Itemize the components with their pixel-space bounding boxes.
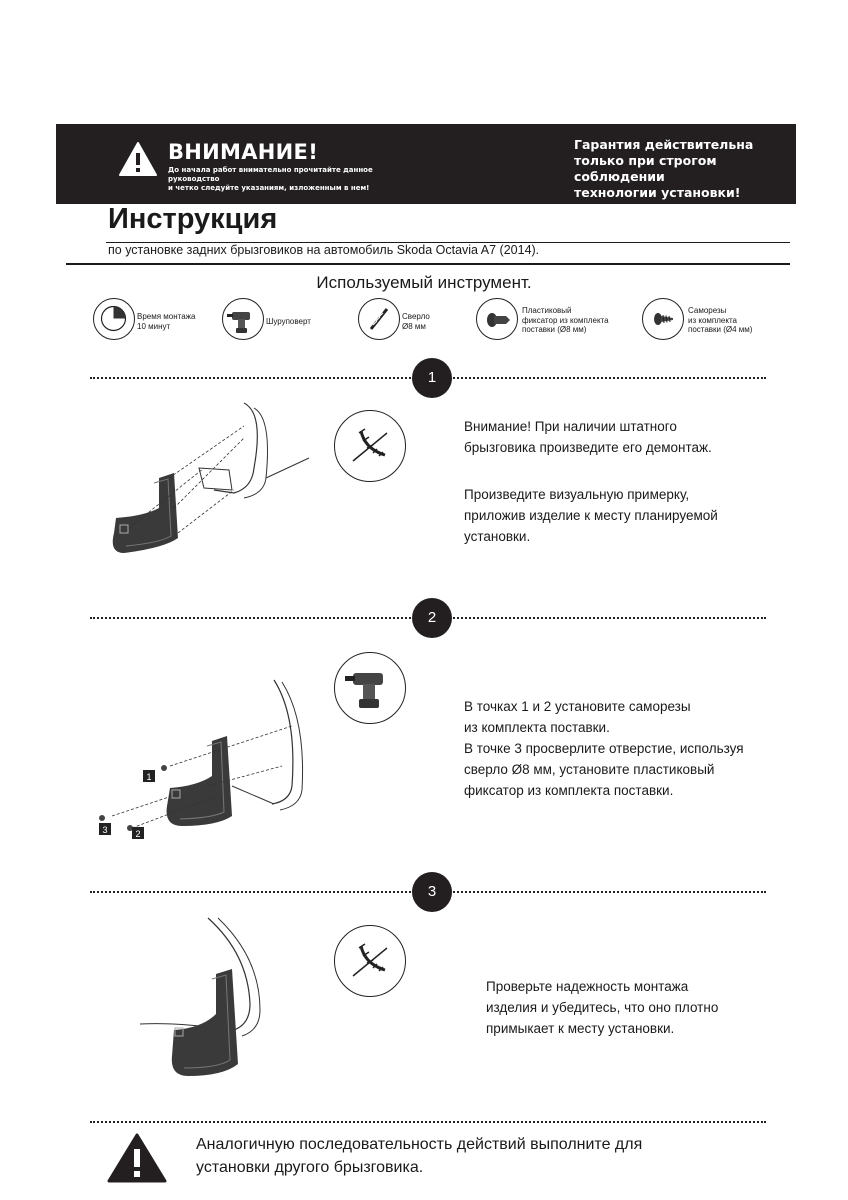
guarantee-line: только при строгом соблюдении [574, 153, 717, 184]
guarantee-line: технологии установки! [574, 185, 741, 200]
warning-subtext-line: До начала работ внимательно прочитайте данное руководство [168, 166, 373, 183]
text-line: сверло Ø8 мм, установите пластиковый [464, 762, 715, 777]
no-tool-needed-icon [334, 925, 406, 997]
text-line: В точках 1 и 2 установите саморезы [464, 699, 691, 714]
tool-label-line: Ø8 мм [402, 321, 426, 331]
tool-label-line: из комплекта [688, 315, 737, 325]
tool-label-line: Пластиковый [522, 306, 572, 315]
point-label-1: 1 [146, 772, 152, 782]
header-divider [66, 263, 790, 265]
point-label-2: 2 [135, 829, 141, 839]
text-line: Проверьте надежность монтажа [486, 979, 689, 994]
tool-label-line: поставки (Ø4 мм) [688, 325, 753, 334]
step-3-text [486, 976, 718, 1039]
text-line: изделия и убедитесь, что оно плотно [486, 1000, 719, 1015]
tools-heading: Используемый инструмент. [316, 273, 532, 292]
step-1-illustration [104, 398, 324, 578]
tool-label-line: Саморезы [688, 306, 727, 315]
step-1-paragraph [464, 484, 718, 547]
tool-label-line: фиксатор из комплекта [522, 315, 609, 325]
step-2-text [464, 696, 744, 801]
tool-label [688, 306, 752, 335]
step-2-illustration [92, 676, 332, 846]
warning-subtext [168, 166, 398, 193]
plastic-fastener-icon [476, 298, 518, 340]
text-line: фиксатор из комплекта поставки. [464, 783, 674, 798]
footer-note [196, 1133, 642, 1179]
step-1-text [464, 416, 718, 547]
drill-bit-icon [358, 298, 400, 340]
self-tapping-screw-icon [642, 298, 684, 340]
step-2-number: 2 [412, 598, 452, 638]
page-subtitle: по установке задних брызговиков на автомобиль Skoda Octavia A7 (2014). [108, 243, 540, 257]
text-line: примыкает к месту установки. [486, 1021, 675, 1036]
screwdriver-step-icon [334, 652, 406, 724]
warning-banner [56, 124, 796, 204]
text-line: из комплекта поставки. [464, 720, 610, 735]
page-title: Инструкция [108, 203, 278, 235]
footer-line: Аналогичную последовательность действий выполните для [196, 1136, 643, 1153]
screwdriver-icon [222, 298, 264, 340]
step-2-paragraph [464, 696, 744, 801]
footer-line: установки другого брызговика. [196, 1159, 424, 1176]
tool-label [402, 312, 430, 331]
text-line: установки. [464, 529, 531, 544]
step-1-paragraph [464, 416, 718, 458]
warning-triangle-icon [118, 141, 158, 177]
step-3-number: 3 [412, 872, 452, 912]
text-line: Произведите визуальную примерку, [464, 487, 690, 502]
warning-subtext-line: и четко следуйте указаниям, изложенным в нем! [168, 184, 370, 192]
tool-label-line: Сверло [402, 312, 430, 321]
tool-label [137, 312, 195, 331]
guarantee-notice [574, 137, 784, 201]
text-line: приложив изделие к месту планируемой [464, 508, 718, 523]
footer-divider [90, 1121, 766, 1123]
clock-icon [93, 298, 135, 340]
tool-label-line: 10 минут [137, 321, 171, 331]
warning-heading: ВНИМАНИЕ! [168, 140, 319, 164]
tool-label: Шуруповерт [266, 317, 311, 326]
text-line: Внимание! При наличии штатного [464, 419, 677, 434]
step-1-number: 1 [412, 358, 452, 398]
point-label-3: 3 [102, 825, 108, 835]
footer-warning-icon [106, 1132, 168, 1184]
text-line: брызговика произведите его демонтаж. [464, 440, 712, 455]
text-line: В точке 3 просверлите отверстие, используя [464, 741, 744, 756]
step-3-illustration [138, 914, 318, 1084]
tool-label-line: Время монтажа [137, 312, 196, 321]
tool-label-line: поставки (Ø8 мм) [522, 325, 587, 334]
no-tool-needed-icon [334, 410, 406, 482]
tool-label [522, 306, 609, 335]
step-3-paragraph [486, 976, 718, 1039]
guarantee-line: Гарантия действительна [574, 137, 754, 152]
